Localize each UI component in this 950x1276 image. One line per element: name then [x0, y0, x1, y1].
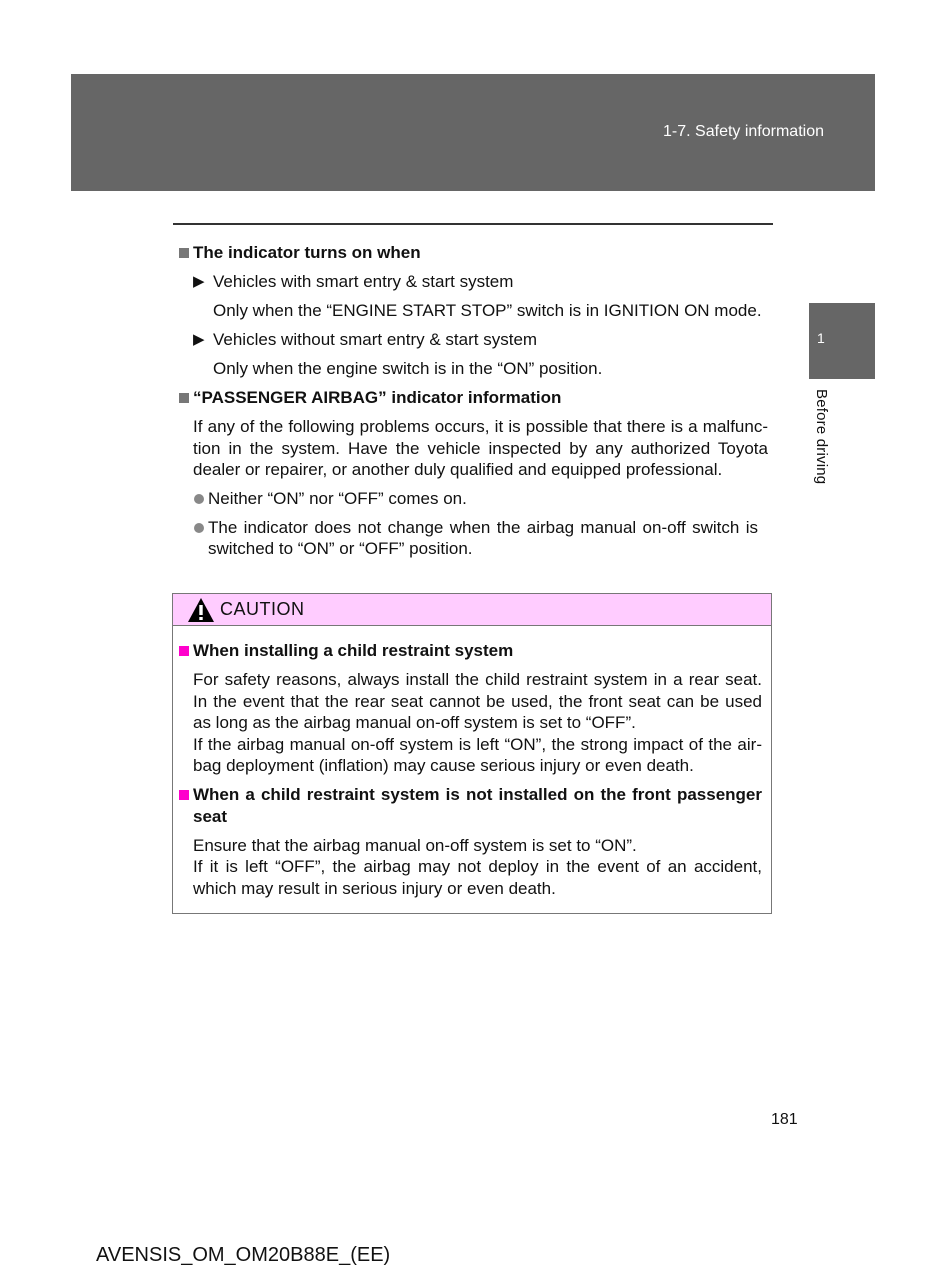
caution-heading: When installing a child restraint system — [178, 640, 767, 662]
chapter-number: 1 — [817, 330, 825, 346]
square-bullet-icon — [179, 646, 189, 656]
main-content — [178, 242, 768, 567]
top-divider — [173, 223, 773, 225]
list-item: The indicator does not change when the airbag manual on-off switch is switched to “ON” or “OFF” position. — [178, 517, 768, 560]
caution-paragraph: Ensure that the airbag manual on-off system is set to “ON”. — [193, 835, 637, 855]
header-band — [71, 74, 875, 191]
circle-bullet-icon — [194, 494, 204, 504]
list-item: ▶ Vehicles without smart entry & start system — [193, 330, 538, 349]
caution-header — [173, 594, 771, 626]
section-title: 1-7. Safety information — [663, 123, 824, 140]
caution-paragraph: If it is left “OFF”, the airbag may not deploy in the event of an accident, which may result in serious injury or even death. — [193, 857, 762, 898]
triangle-right-icon: ▶ — [193, 273, 205, 290]
document-code: AVENSIS_OM_OM20B88E_(EE) — [96, 1244, 391, 1266]
chapter-label: Before driving — [813, 389, 830, 485]
caution-paragraph: If the airbag manual on-off system is left “ON”, the strong impact of the air-bag deployment (inflation) may cause serious injury or even death. — [193, 734, 762, 775]
square-bullet-icon — [179, 790, 189, 800]
caution-box — [172, 593, 772, 914]
section-heading: “PASSENGER AIRBAG” indicator information — [178, 387, 768, 409]
chapter-tab — [809, 303, 875, 379]
list-item: Neither “ON” nor “OFF” comes on. — [178, 488, 768, 510]
caution-paragraph: For safety reasons, always install the child restraint system in a rear seat. In the event that the rear seat cannot be used, the front seat can be used as long as the airbag manual on-off system is set to “OFF”. — [193, 670, 762, 732]
triangle-right-icon: ▶ — [193, 331, 205, 348]
item-detail: Only when the engine switch is in the “ON” position. — [213, 359, 603, 378]
section-heading: The indicator turns on when — [178, 242, 768, 264]
section-paragraph: If any of the following problems occurs, it is possible that there is a malfunc-tion in the system. Have the vehicle inspected by any authorized Toyota dealer or repairer, or another duly qualified and equipped professional. — [193, 417, 768, 479]
square-bullet-icon — [179, 393, 189, 403]
warning-triangle-icon — [187, 597, 215, 623]
caution-heading: When a child restraint system is not installed on the front passenger seat — [178, 784, 767, 827]
list-item: ▶ Vehicles with smart entry & start system — [193, 272, 514, 291]
caution-body — [178, 640, 767, 907]
square-bullet-icon — [179, 248, 189, 258]
caution-title: CAUTION — [220, 599, 305, 619]
page-number: 181 — [771, 1111, 798, 1128]
circle-bullet-icon — [194, 523, 204, 533]
item-detail: Only when the “ENGINE START STOP” switch is in IGNITION ON mode. — [213, 301, 762, 320]
